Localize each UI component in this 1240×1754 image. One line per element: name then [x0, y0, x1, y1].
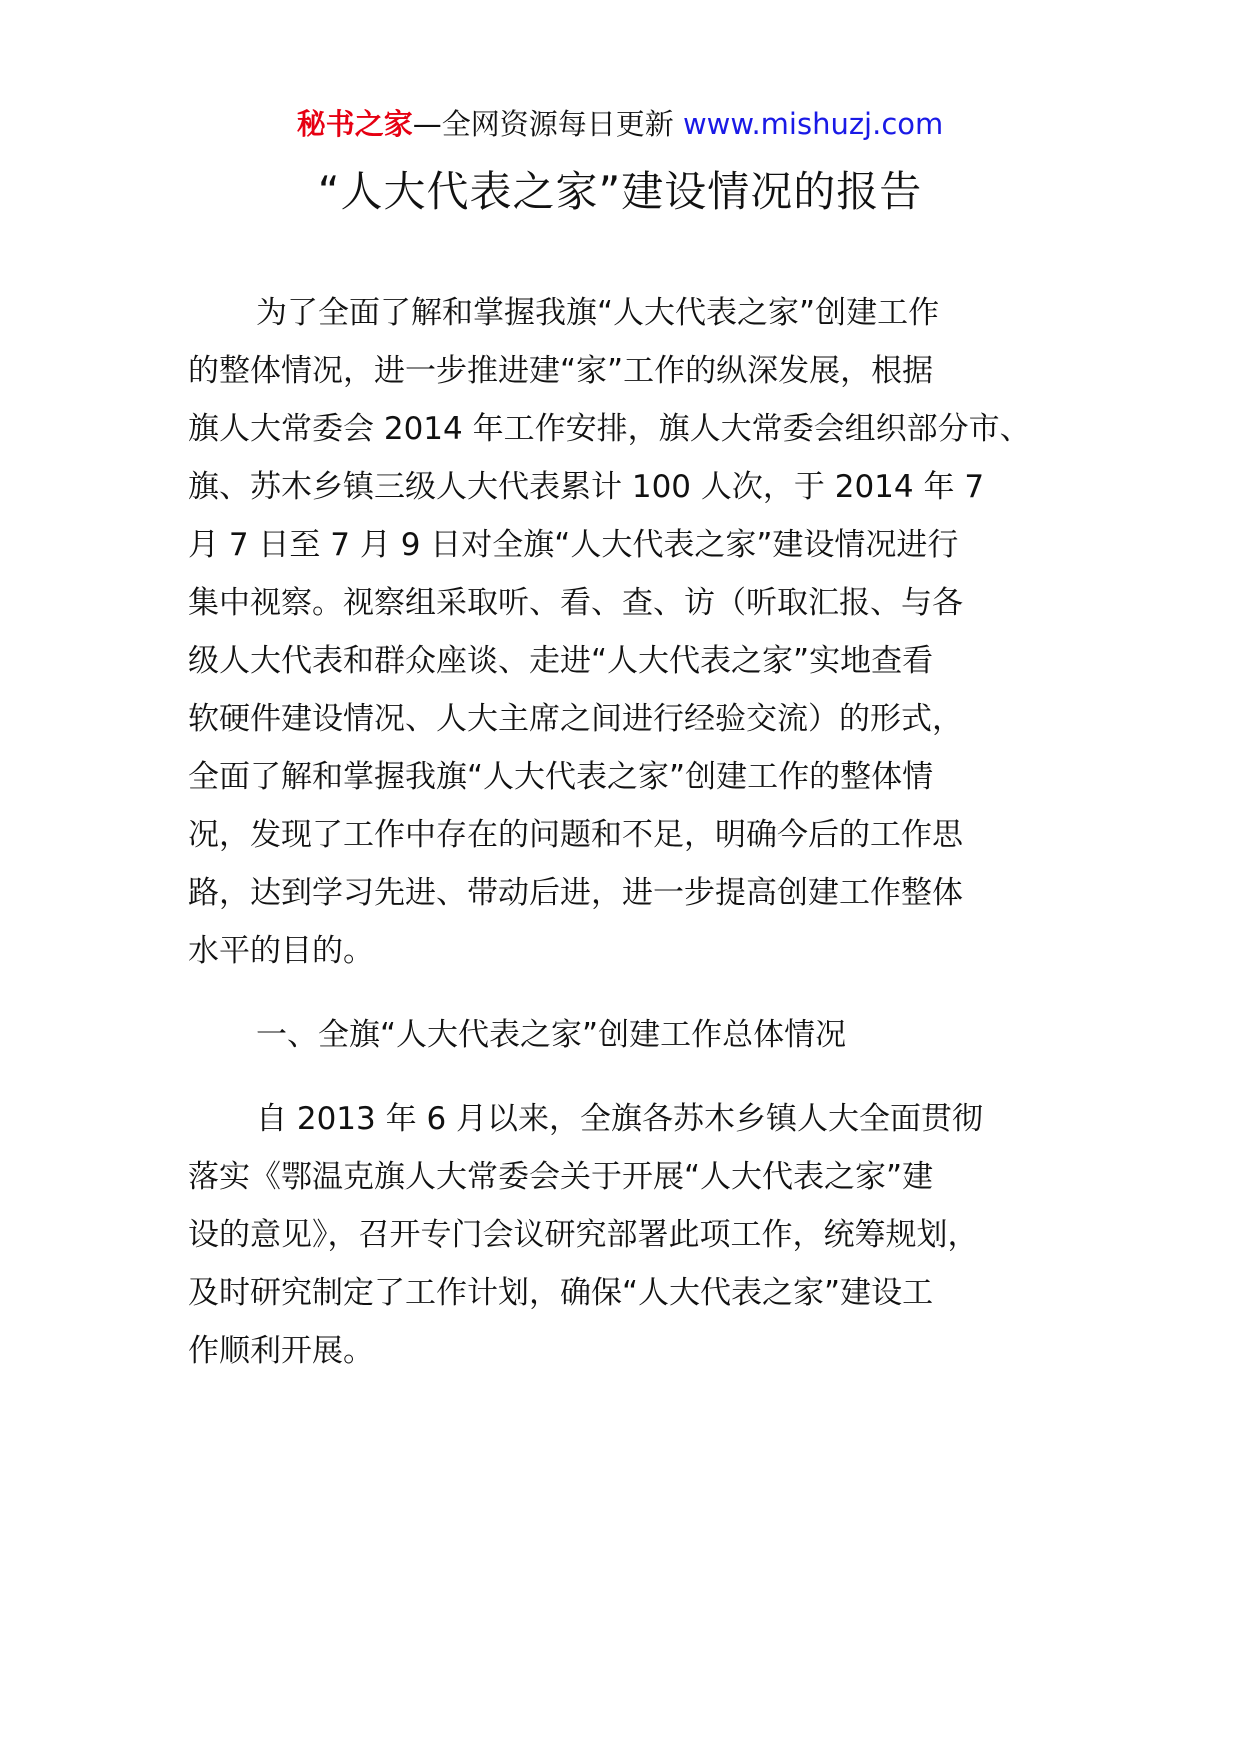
site-url-link[interactable]: www.mishuzj.com: [682, 107, 944, 141]
text-line: 级人大代表和群众座谈、走进“人大代表之家”实地查看: [188, 643, 934, 679]
text-line: 月 7 日至 7 月 9 日对全旗“人大代表之家”建设情况进行: [188, 527, 959, 563]
text-line: 全面了解和掌握我旗“人大代表之家”创建工作的整体情: [188, 759, 934, 795]
text-line: 及时研究制定了工作计划，确保“人大代表之家”建设工: [188, 1275, 934, 1311]
text-line: 集中视察。视察组采取听、看、查、访（听取汇报、与各: [188, 585, 963, 621]
site-tagline: —全网资源每日更新: [412, 107, 674, 141]
text-line: 况，发现了工作中存在的问题和不足，明确今后的工作思: [188, 817, 963, 853]
text-line: 旗人大常委会 2014 年工作安排，旗人大常委会组织部分市、: [188, 411, 1031, 447]
text-line: 落实《鄂温克旗人大常委会关于开展“人大代表之家”建: [188, 1159, 934, 1195]
text-line: 路，达到学习先进、带动后进，进一步提高创建工作整体: [188, 875, 963, 911]
document-title: “人大代表之家”建设情况的报告: [317, 167, 923, 216]
text-line: 设的意见》，召开专门会议研究部署此项工作，统筹规划，: [188, 1217, 979, 1253]
text-line: 为了全面了解和掌握我旗“人大代表之家”创建工作: [256, 295, 940, 331]
site-header: [0, 104, 1240, 144]
text-line: 软硬件建设情况、人大主席之间进行经验交流）的形式，: [188, 701, 963, 737]
text-line: 水平的目的。: [188, 933, 374, 969]
text-line: 旗、苏木乡镇三级人大代表累计 100 人次，于 2014 年 7: [188, 469, 985, 505]
section-heading: 一、全旗“人大代表之家”创建工作总体情况: [256, 1017, 847, 1053]
text-line: 自 2013 年 6 月以来，全旗各苏木乡镇人大全面贯彻: [256, 1101, 984, 1137]
text-line: 作顺利开展。: [188, 1333, 374, 1369]
brand-name: 秘书之家: [296, 107, 413, 141]
text-line: 的整体情况，进一步推进建“家”工作的纵深发展，根据: [188, 353, 934, 389]
